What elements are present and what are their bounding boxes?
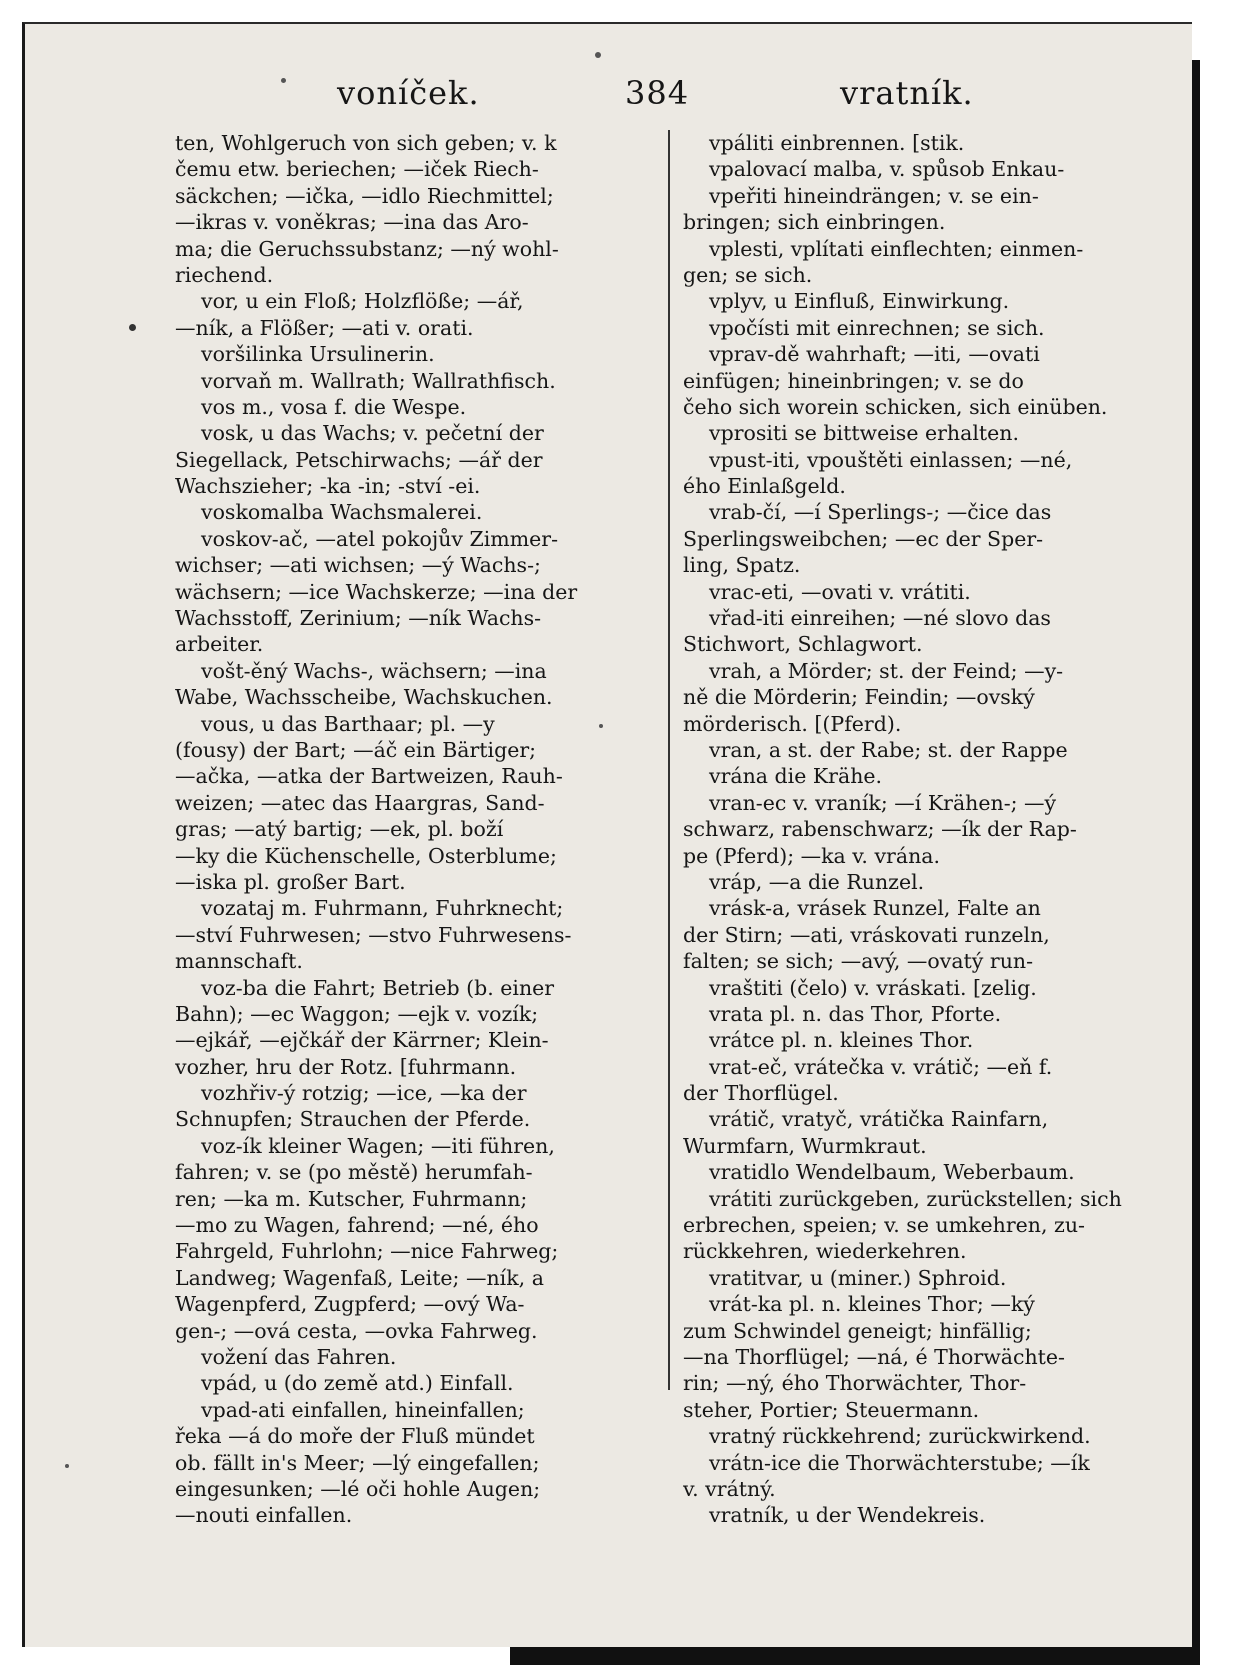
dictionary-line: mannschaft. bbox=[175, 949, 303, 974]
dictionary-line: rückkehren, wiederkehren. bbox=[683, 1239, 967, 1264]
dictionary-line: vplyv, u Einfluß, Einwirkung. bbox=[709, 289, 1010, 314]
dictionary-line: —ník, a Flößer; —ati v. orati. bbox=[175, 315, 474, 340]
dictionary-line: vrátce pl. n. kleines Thor. bbox=[709, 1028, 974, 1053]
dictionary-line: Wabe, Wachsscheibe, Wachskuchen. bbox=[175, 685, 553, 710]
dictionary-line: vosk, u das Wachs; v. pečetní der bbox=[201, 421, 544, 446]
dictionary-line: vraštiti (čelo) v. vráskati. [zelig. bbox=[709, 975, 1037, 1000]
dictionary-line: ně die Mörderin; Feindin; —ovský bbox=[683, 685, 1035, 710]
dictionary-line: vpeřiti hineindrängen; v. se ein- bbox=[709, 183, 1039, 208]
dictionary-line: vráp, —a die Runzel. bbox=[709, 869, 925, 894]
dictionary-line: fahren; v. se (po městě) herumfah- bbox=[175, 1160, 533, 1185]
dictionary-line: vratník, u der Wendekreis. bbox=[709, 1503, 986, 1528]
dictionary-line: mörderisch. [(Pferd). bbox=[683, 711, 902, 736]
dictionary-line: steher, Portier; Steuermann. bbox=[683, 1397, 980, 1422]
dictionary-line: vpalovací malba, v. spůsob Enkau- bbox=[709, 157, 1065, 182]
dictionary-line: vrána die Krähe. bbox=[709, 764, 883, 789]
dictionary-line: voz-ba die Fahrt; Betrieb (b. einer bbox=[201, 975, 555, 1000]
dictionary-page bbox=[22, 22, 1192, 1647]
dictionary-line: Schnupfen; Strauchen der Pferde. bbox=[175, 1107, 531, 1132]
dictionary-line: vran, a st. der Rabe; st. der Rappe bbox=[709, 737, 1068, 762]
speck-mark bbox=[595, 52, 601, 58]
dictionary-line: ého Einlaßgeld. bbox=[683, 474, 846, 499]
dictionary-line: ten, Wohlgeruch von sich geben; v. k bbox=[175, 131, 557, 155]
dictionary-line: wichser; —ati wichsen; —ý Wachs-; bbox=[175, 553, 541, 578]
dictionary-line: vor, u ein Floß; Holzflöße; —ář, bbox=[201, 289, 524, 314]
dictionary-line: bringen; sich einbringen. bbox=[683, 210, 946, 235]
dictionary-line: vrata pl. n. das Thor, Pforte. bbox=[709, 1001, 1002, 1026]
dictionary-line: weizen; —atec das Haargras, Sand- bbox=[175, 790, 545, 815]
page-header bbox=[25, 74, 1192, 122]
dictionary-line: vran-ec v. vraník; —í Krähen-; —ý bbox=[709, 790, 1057, 815]
dictionary-line: zum Schwindel geneigt; hinfällig; bbox=[683, 1318, 1032, 1343]
dictionary-line: vprav-dě wahrhaft; —iti, —ovati bbox=[709, 342, 1040, 367]
dictionary-line: ma; die Geruchssubstanz; —ný wohl- bbox=[175, 236, 559, 261]
dictionary-line: (fousy) der Bart; —áč ein Bärtiger; bbox=[175, 737, 537, 762]
dictionary-line: vpočísti mit einrechnen; se sich. bbox=[709, 315, 1045, 340]
dictionary-line: falten; se sich; —avý, —ovatý run- bbox=[683, 949, 1034, 974]
dictionary-line: vožení das Fahren. bbox=[201, 1344, 397, 1369]
dictionary-line: gras; —atý bartig; —ek, pl. boží bbox=[175, 817, 504, 842]
dictionary-line: vorvaň m. Wallrath; Wallrathfisch. bbox=[201, 368, 556, 393]
dictionary-line: —ačka, —atka der Bartweizen, Rauh- bbox=[175, 764, 563, 789]
dictionary-line: vpust-iti, vpouštěti einlassen; —né, bbox=[709, 447, 1073, 472]
dictionary-line: vrátn-ice die Thorwächterstube; —ík bbox=[709, 1450, 1090, 1475]
dictionary-line: voskomalba Wachsmalerei. bbox=[201, 500, 483, 525]
dictionary-line: vřad-iti einreihen; —né slovo das bbox=[709, 606, 1051, 631]
dictionary-line: —ky die Küchenschelle, Osterblume; bbox=[175, 843, 557, 868]
dictionary-line: —ejkář, —ejčkář der Kärrner; Klein- bbox=[175, 1028, 549, 1053]
dictionary-line: Stichwort, Schlagwort. bbox=[683, 632, 923, 657]
dictionary-line: einfügen; hineinbringen; v. se do bbox=[683, 368, 1024, 393]
dictionary-line: vrat-eč, vrátečka v. vrátič; —eň f. bbox=[709, 1054, 1053, 1079]
dictionary-line: řeka —á do moře der Fluß mündet bbox=[175, 1424, 535, 1449]
dictionary-line: Sperlingsweibchen; —ec der Sper- bbox=[683, 526, 1044, 551]
dictionary-line: säckchen; —ička, —idlo Riechmittel; bbox=[175, 183, 554, 208]
dictionary-line: Fahrgeld, Fuhrlohn; —nice Fahrweg; bbox=[175, 1239, 559, 1264]
page-shadow-bottom bbox=[510, 1645, 1200, 1665]
dictionary-line: eingesunken; —lé oči hohle Augen; bbox=[175, 1476, 541, 1501]
dictionary-line: vpád, u (do země atd.) Einfall. bbox=[201, 1371, 514, 1396]
dictionary-line: —mo zu Wagen, fahrend; —né, ého bbox=[175, 1213, 539, 1238]
dictionary-line: vpad-ati einfallen, hineinfallen; bbox=[201, 1397, 525, 1422]
dictionary-line: riechend. bbox=[175, 262, 274, 287]
dictionary-line: vrásk-a, vrásek Runzel, Falte an bbox=[709, 896, 1041, 921]
dictionary-line: čeho sich worein schicken, sich einüben. bbox=[683, 394, 1108, 419]
dictionary-line: vrátiti zurückgeben, zurückstellen; sich bbox=[709, 1186, 1122, 1211]
dictionary-line: Siegellack, Petschirwachs; —ář der bbox=[175, 447, 543, 472]
dictionary-line: voskov-ač, —atel pokojův Zimmer- bbox=[201, 526, 559, 551]
dictionary-line: v. vrátný. bbox=[683, 1476, 776, 1501]
dictionary-line: vplesti, vplítati einflechten; einmen- bbox=[709, 236, 1084, 261]
dictionary-line: —iska pl. großer Bart. bbox=[175, 869, 406, 894]
dictionary-line: —ikras v. voněkras; —ina das Aro- bbox=[175, 210, 529, 235]
dictionary-line: Wurmfarn, Wurmkraut. bbox=[683, 1133, 927, 1158]
dictionary-line: pe (Pferd); —ka v. vrána. bbox=[683, 843, 941, 868]
dictionary-line: vprositi se bittweise erhalten. bbox=[709, 421, 1019, 446]
speck-mark bbox=[65, 1464, 69, 1468]
dictionary-line: gen-; —ová cesta, —ovka Fahrweg. bbox=[175, 1318, 538, 1343]
dictionary-line: schwarz, rabenschwarz; —ík der Rap- bbox=[683, 817, 1077, 842]
dictionary-line: ling, Spatz. bbox=[683, 553, 801, 578]
dictionary-line: wächsern; —ice Wachskerze; —ina der bbox=[175, 579, 578, 604]
dictionary-line: —ství Fuhrwesen; —stvo Fuhrwesens- bbox=[175, 922, 572, 947]
dictionary-line: rin; —ný, ého Thorwächter, Thor- bbox=[683, 1371, 1027, 1396]
left-column bbox=[175, 130, 663, 1529]
dictionary-line: erbrechen, speien; v. se umkehren, zu- bbox=[683, 1213, 1085, 1238]
dictionary-line: ob. fällt in's Meer; —lý eingefallen; bbox=[175, 1450, 540, 1475]
dictionary-line: voršilinka Ursulinerin. bbox=[201, 342, 435, 367]
dictionary-line: gen; se sich. bbox=[683, 262, 813, 287]
dictionary-line: vozhřiv-ý rotzig; —ice, —ka der bbox=[201, 1081, 527, 1106]
dictionary-line: Wachsstoff, Zerinium; —ník Wachs- bbox=[175, 606, 542, 631]
dictionary-line: vratný rückkehrend; zurückwirkend. bbox=[709, 1424, 1091, 1449]
dictionary-line: vozataj m. Fuhrmann, Fuhrknecht; bbox=[201, 896, 564, 921]
dictionary-line: der Thorflügel. bbox=[683, 1081, 839, 1106]
dictionary-line: vošt-ěný Wachs-, wächsern; —ina bbox=[201, 658, 547, 683]
dictionary-line: voz-ík kleiner Wagen; —iti führen, bbox=[201, 1133, 555, 1158]
dictionary-line: vrab-čí, —í Sperlings-; —čice das bbox=[709, 500, 1052, 525]
dictionary-line: —na Thorflügel; —ná, é Thorwächte- bbox=[683, 1344, 1065, 1369]
dictionary-line: vratitvar, u (miner.) Sphroid. bbox=[709, 1265, 1007, 1290]
dictionary-line: vrah, a Mörder; st. der Feind; —y- bbox=[709, 658, 1064, 683]
page-number: 384 bbox=[625, 74, 690, 112]
dictionary-line: vrátič, vratyč, vrátička Rainfarn, bbox=[709, 1107, 1049, 1132]
dictionary-line: vratidlo Wendelbaum, Weberbaum. bbox=[709, 1160, 1075, 1185]
dictionary-line: Landweg; Wagenfaß, Leite; —ník, a bbox=[175, 1265, 544, 1290]
dictionary-line: arbeiter. bbox=[175, 632, 264, 657]
column-divider bbox=[668, 130, 670, 1390]
dictionary-line: vos m., vosa f. die Wespe. bbox=[201, 394, 467, 419]
speck-mark bbox=[129, 324, 136, 331]
dictionary-line: vrac-eti, —ovati v. vrátiti. bbox=[709, 579, 971, 604]
dictionary-line: Bahn); —ec Waggon; —ejk v. vozík; bbox=[175, 1001, 539, 1026]
dictionary-line: čemu etw. beriechen; —iček Riech- bbox=[175, 157, 539, 182]
dictionary-line: Wagenpferd, Zugpferd; —ový Wa- bbox=[175, 1292, 525, 1317]
dictionary-line: vpáliti einbrennen. [stik. bbox=[709, 131, 965, 155]
dictionary-line: vozher, hru der Rotz. [fuhrmann. bbox=[175, 1054, 517, 1079]
left-guideword: voníček. bbox=[337, 74, 480, 112]
dictionary-line: der Stirn; —ati, vráskovati runzeln, bbox=[683, 922, 1050, 947]
dictionary-line: —nouti einfallen. bbox=[175, 1503, 353, 1528]
dictionary-line: vrát-ka pl. n. kleines Thor; —ký bbox=[709, 1292, 1035, 1317]
dictionary-line: Wachszieher; -ka -in; -ství -ei. bbox=[175, 474, 481, 499]
dictionary-line: ren; —ka m. Kutscher, Fuhrmann; bbox=[175, 1186, 528, 1211]
right-column bbox=[683, 130, 1153, 1529]
right-guideword: vratník. bbox=[840, 74, 974, 112]
dictionary-line: vous, u das Barthaar; pl. —y bbox=[201, 711, 495, 736]
